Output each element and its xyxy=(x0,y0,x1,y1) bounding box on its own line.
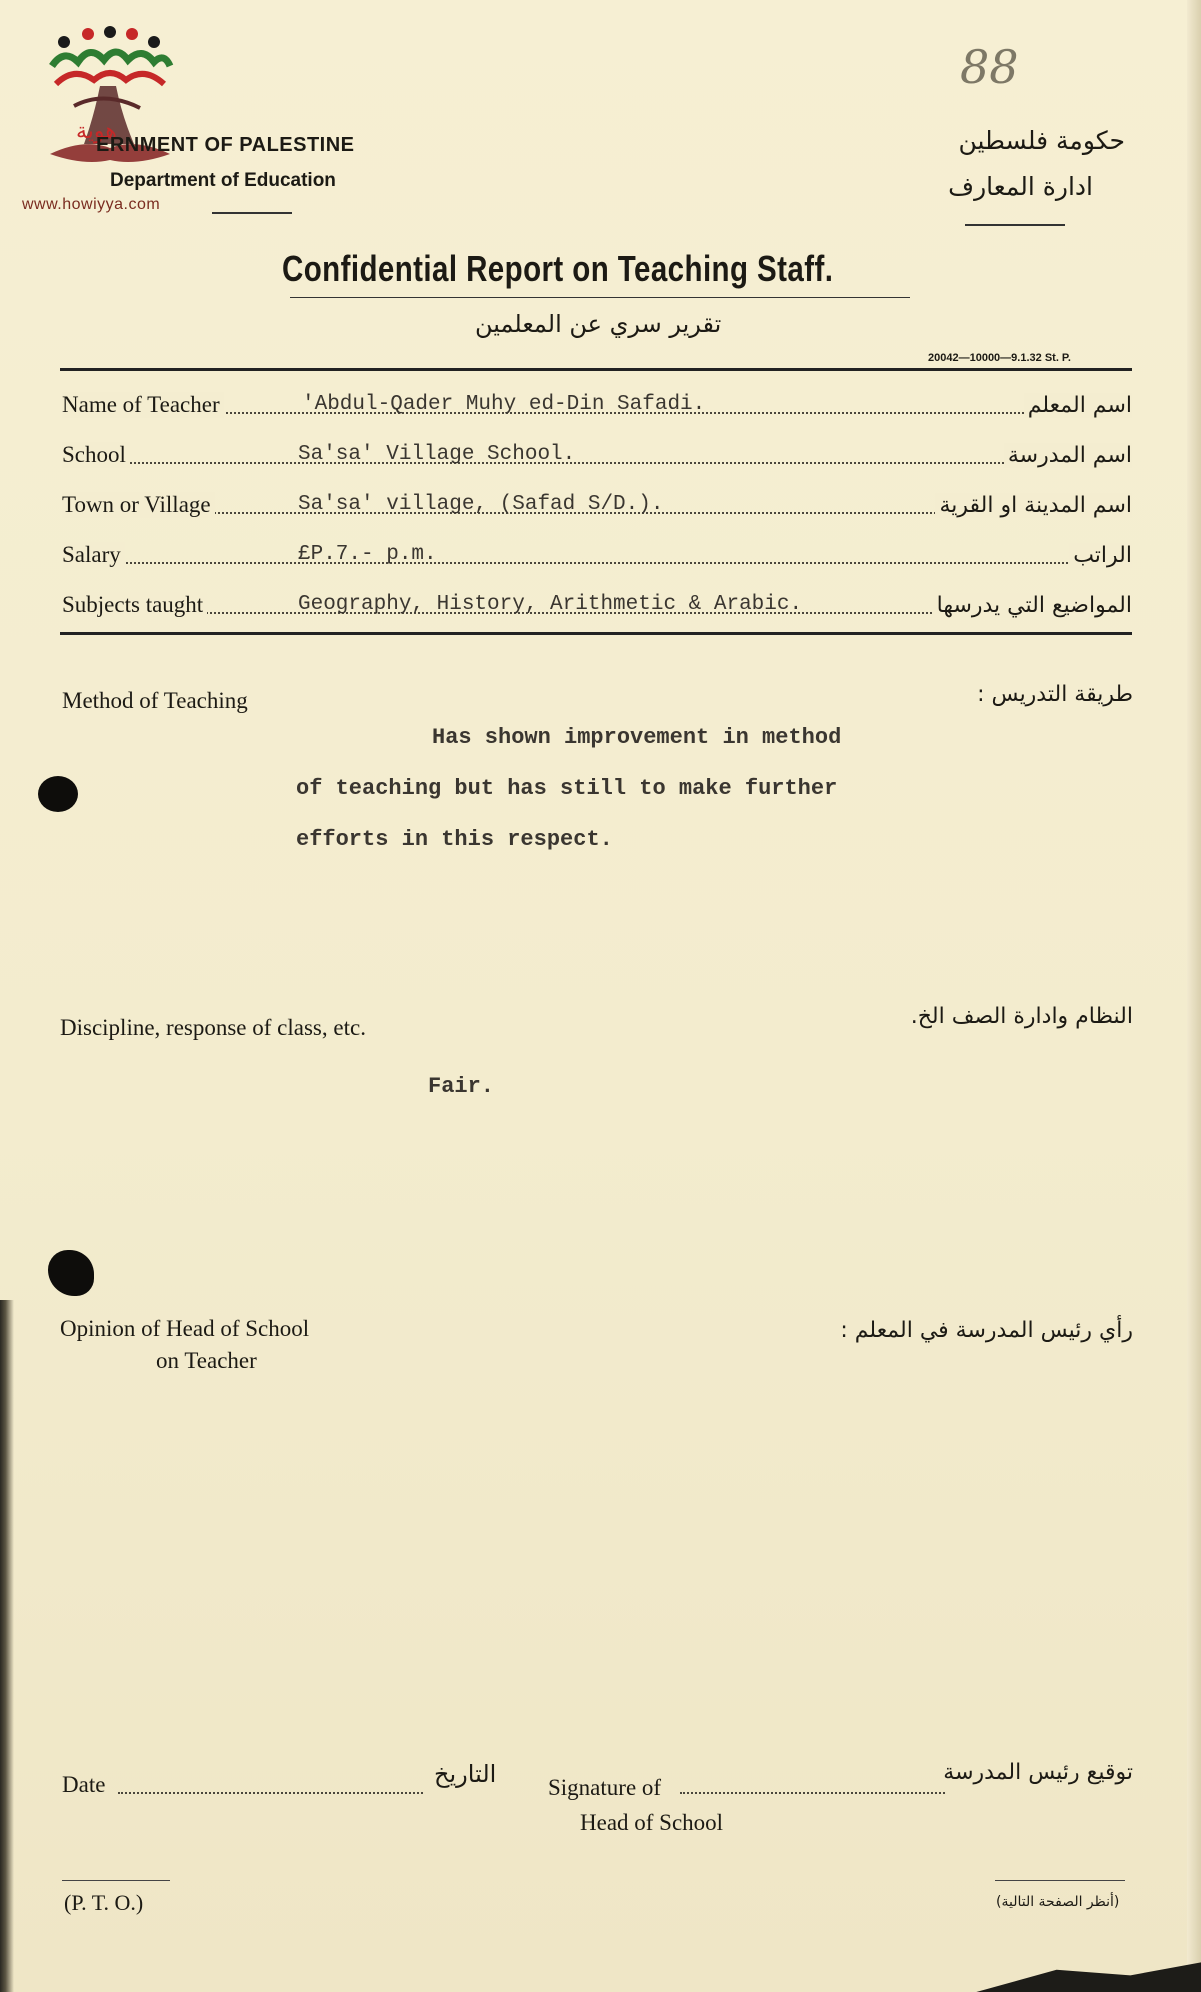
paper-edge-shadow xyxy=(0,1300,14,1992)
field-row-town xyxy=(62,484,1132,524)
paper-edge xyxy=(1187,0,1201,1992)
date-fill-line xyxy=(118,1792,423,1794)
page-title: Confidential Report on Teaching Staff. xyxy=(282,248,834,289)
page-title-ar: تقرير سري عن المعلمين xyxy=(475,310,722,338)
field-label-ar: اسم المدرسة xyxy=(1004,443,1132,468)
field-row-salary xyxy=(62,534,1132,574)
method-label: Method of Teaching xyxy=(62,688,248,713)
opinion-label: Opinion of Head of School xyxy=(60,1316,310,1341)
signature-label: Signature of xyxy=(548,1775,662,1800)
head-of-school-label: Head of School xyxy=(580,1810,724,1835)
signature-label-ar: توقيع رئيس المدرسة xyxy=(943,1760,1133,1785)
folio-number: 88 xyxy=(960,40,1019,94)
divider xyxy=(62,1880,170,1881)
method-label-ar: طريقة التدريس : xyxy=(977,682,1133,707)
opinion-label-line2: on Teacher xyxy=(156,1348,257,1373)
date-label-ar: التاريخ xyxy=(434,1760,497,1788)
department-title-en: Department of Education xyxy=(110,170,336,191)
opinion-label-ar: رأي رئيس المدرسة في المعلم : xyxy=(840,1318,1133,1343)
title-underline xyxy=(290,297,910,298)
torn-corner xyxy=(880,1955,1201,1992)
print-code: 20042—10000—9.1.32 St. P. xyxy=(928,352,1071,364)
fill-line xyxy=(62,462,1132,464)
discipline-label-ar: النظام وادارة الصف الخ. xyxy=(910,1004,1133,1029)
field-label-ar: اسم المدينة او القرية xyxy=(935,493,1132,518)
divider xyxy=(995,1880,1125,1881)
field-row-name xyxy=(62,384,1132,424)
field-label-ar: اسم المعلم xyxy=(1024,393,1132,418)
form-top-rule xyxy=(60,368,1132,371)
field-label-ar: الراتب xyxy=(1069,543,1132,568)
ink-blot xyxy=(38,776,78,812)
pto-note-ar: (أنظر الصفحة التالية) xyxy=(996,1894,1120,1910)
field-value: Geography, History, Arithmetic & Arabic. xyxy=(298,593,803,616)
field-label: School xyxy=(62,442,130,468)
remark-line: of teaching but has still to make further xyxy=(296,776,838,801)
government-title-en: ERNMENT OF PALESTINE xyxy=(96,134,355,156)
department-title-ar: ادارة المعارف xyxy=(948,172,1093,201)
date-label: Date xyxy=(62,1772,106,1797)
discipline-label: Discipline, response of class, etc. xyxy=(60,1015,366,1040)
field-label: Name of Teacher xyxy=(62,392,224,418)
field-row-subjects xyxy=(62,584,1132,624)
field-label: Subjects taught xyxy=(62,592,207,618)
signature-fill-line xyxy=(680,1792,945,1794)
field-label: Town or Village xyxy=(62,492,215,518)
divider xyxy=(965,224,1065,226)
form-bottom-rule xyxy=(60,632,1132,635)
field-row-school xyxy=(62,434,1132,474)
government-title-ar: حكومة فلسطين xyxy=(958,126,1125,155)
logo-text: هوية xyxy=(76,119,117,144)
remark-line: efforts in this respect. xyxy=(296,827,613,852)
divider xyxy=(212,212,292,214)
field-value: Sa'sa' village, (Safad S/D.). xyxy=(298,493,664,516)
field-value: 'Abdul-Qader Muhy ed-Din Safadi. xyxy=(302,393,706,416)
field-value: £P.7.- p.m. xyxy=(298,543,437,566)
field-value: Sa'sa' Village School. xyxy=(298,443,576,466)
discipline-value: Fair. xyxy=(428,1074,495,1099)
method-remarks xyxy=(296,712,936,865)
field-label-ar: المواضيع التي يدرسها xyxy=(933,593,1132,618)
pto-note: (P. T. O.) xyxy=(64,1890,144,1915)
remark-line: Has shown improvement in method xyxy=(432,725,842,750)
logo-url[interactable]: www.howiyya.com xyxy=(22,196,161,213)
ink-blot xyxy=(48,1250,94,1296)
fill-line xyxy=(62,562,1132,564)
field-label: Salary xyxy=(62,542,125,568)
